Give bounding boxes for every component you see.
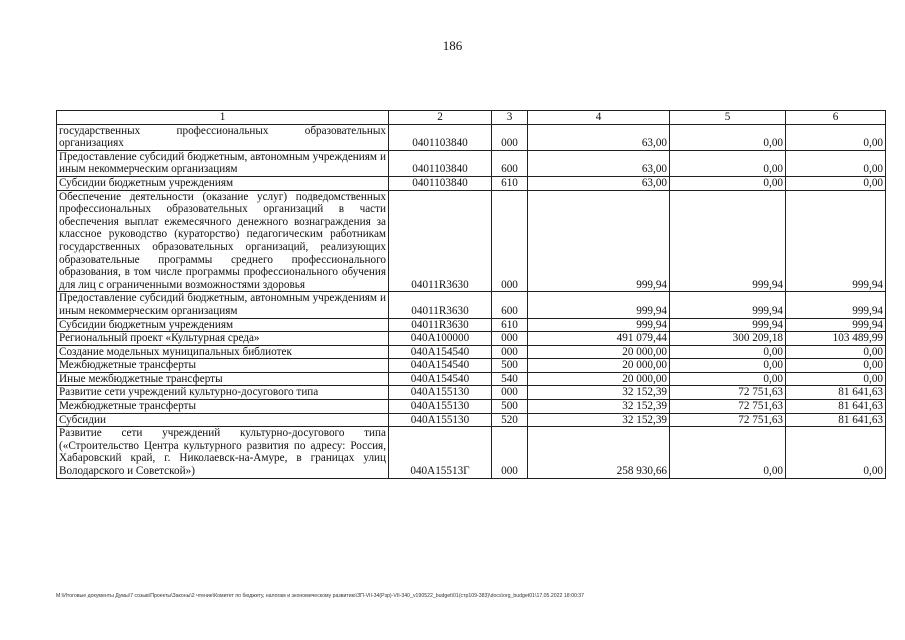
row-expense-type: 600 xyxy=(492,150,528,176)
column-header-2: 2 xyxy=(389,111,492,125)
row-expense-type: 610 xyxy=(492,318,528,332)
row-name: Предоставление субсидий бюджетным, автономным учреждениям и иным некоммерческим организациям xyxy=(57,150,389,176)
row-value-col5: 0,00 xyxy=(670,124,786,150)
row-code: 0401103840 xyxy=(389,176,492,190)
row-value-col5: 999,94 xyxy=(670,190,786,292)
row-expense-type: 000 xyxy=(492,386,528,400)
footer-file-path: M:\Итоговые документы Думы\7 созыв\Проекты\Законы\2 чтение\Комитет по бюджету, налогам и экономическому развитию\ЗП-VII-34(Рзр)-VII-340_v190522_budget\01(стр109-383)\docs\org_budget01\17.05.2022 18:00:37 xyxy=(56,593,585,599)
row-expense-type: 540 xyxy=(492,372,528,386)
row-value-col6: 0,00 xyxy=(786,124,886,150)
table-row xyxy=(57,124,886,150)
row-value-col5: 0,00 xyxy=(670,345,786,359)
row-value-col4: 63,00 xyxy=(528,124,670,150)
row-value-col4: 63,00 xyxy=(528,176,670,190)
row-name: Субсидии бюджетным учреждениям xyxy=(57,318,389,332)
row-value-col6: 0,00 xyxy=(786,345,886,359)
row-name: Иные межбюджетные трансферты xyxy=(57,372,389,386)
row-value-col5: 0,00 xyxy=(670,150,786,176)
row-expense-type: 600 xyxy=(492,292,528,318)
table-header-row xyxy=(57,111,886,125)
row-value-col5: 72 751,63 xyxy=(670,386,786,400)
row-name: Субсидии xyxy=(57,413,389,427)
row-value-col6: 81 641,63 xyxy=(786,413,886,427)
row-expense-type: 610 xyxy=(492,176,528,190)
row-expense-type: 520 xyxy=(492,413,528,427)
row-value-col5: 0,00 xyxy=(670,427,786,478)
row-value-col5: 72 751,63 xyxy=(670,400,786,414)
column-header-5: 5 xyxy=(670,111,786,125)
table-row xyxy=(57,413,886,427)
table-row xyxy=(57,386,886,400)
row-code: 040A15513Г xyxy=(389,427,492,478)
row-value-col4: 999,94 xyxy=(528,190,670,292)
row-value-col4: 491 079,44 xyxy=(528,332,670,346)
row-name: Региональный проект «Культурная среда» xyxy=(57,332,389,346)
row-expense-type: 000 xyxy=(492,427,528,478)
page-number: 186 xyxy=(442,38,463,53)
row-code: 04011R3630 xyxy=(389,318,492,332)
row-code: 040A155130 xyxy=(389,386,492,400)
row-code: 04011R3630 xyxy=(389,292,492,318)
table-row xyxy=(57,190,886,292)
row-value-col4: 63,00 xyxy=(528,150,670,176)
row-expense-type: 000 xyxy=(492,190,528,292)
row-value-col4: 20 000,00 xyxy=(528,359,670,373)
row-value-col6: 999,94 xyxy=(786,292,886,318)
row-expense-type: 000 xyxy=(492,345,528,359)
row-value-col4: 20 000,00 xyxy=(528,372,670,386)
row-code: 04011R3630 xyxy=(389,190,492,292)
column-header-6: 6 xyxy=(786,111,886,125)
row-value-col4: 999,94 xyxy=(528,292,670,318)
row-name: Предоставление субсидий бюджетным, автономным учреждениям и иным некоммерческим организациям xyxy=(57,292,389,318)
table-row xyxy=(57,372,886,386)
table-row xyxy=(57,292,886,318)
row-code: 040A155130 xyxy=(389,413,492,427)
row-value-col5: 72 751,63 xyxy=(670,413,786,427)
row-name: Межбюджетные трансферты xyxy=(57,359,389,373)
row-code: 040A154540 xyxy=(389,345,492,359)
row-value-col6: 0,00 xyxy=(786,150,886,176)
table-row xyxy=(57,345,886,359)
row-name: государственных профессиональных образовательных организациях xyxy=(57,124,389,150)
table-row xyxy=(57,400,886,414)
row-value-col4: 999,94 xyxy=(528,318,670,332)
row-value-col6: 0,00 xyxy=(786,372,886,386)
row-value-col5: 999,94 xyxy=(670,292,786,318)
row-name: Субсидии бюджетным учреждениям xyxy=(57,176,389,190)
row-name: Развитие сети учреждений культурно-досугового типа xyxy=(57,386,389,400)
row-name: Обеспечение деятельности (оказание услуг) подведомственных профессиональных образовательных организаций в части обеспечения выплат ежемесячного денежного вознаграждения за классное руководство (кураторство) педагогическим работникам государственных образовательных организаций, реализующих образовательные программы среднего профессионального образования, в том числе программы профессионального обучения для лиц с ограниченными возможностями здоровья xyxy=(57,190,389,292)
row-value-col5: 0,00 xyxy=(670,372,786,386)
table-row xyxy=(57,359,886,373)
column-header-1: 1 xyxy=(57,111,389,125)
row-code: 040A100000 xyxy=(389,332,492,346)
row-name: Создание модельных муниципальных библиотек xyxy=(57,345,389,359)
row-value-col4: 258 930,66 xyxy=(528,427,670,478)
row-value-col6: 81 641,63 xyxy=(786,386,886,400)
row-expense-type: 000 xyxy=(492,124,528,150)
row-code: 040A155130 xyxy=(389,400,492,414)
row-value-col4: 32 152,39 xyxy=(528,413,670,427)
row-expense-type: 500 xyxy=(492,400,528,414)
budget-table xyxy=(56,110,886,479)
row-name: Межбюджетные трансферты xyxy=(57,400,389,414)
table-row xyxy=(57,427,886,478)
row-code: 0401103840 xyxy=(389,150,492,176)
row-expense-type: 500 xyxy=(492,359,528,373)
row-value-col6: 81 641,63 xyxy=(786,400,886,414)
row-name: Развитие сети учреждений культурно-досугового типа («Строительство Центра культурного развития по адресу: Россия, Хабаровский край, г. Николаевск-на-Амуре, в границах улиц Володарского и Советской») xyxy=(57,427,389,478)
row-code: 040A154540 xyxy=(389,359,492,373)
column-header-3: 3 xyxy=(492,111,528,125)
table-row xyxy=(57,176,886,190)
row-value-col6: 0,00 xyxy=(786,176,886,190)
row-value-col4: 32 152,39 xyxy=(528,400,670,414)
row-value-col6: 999,94 xyxy=(786,190,886,292)
table-row xyxy=(57,150,886,176)
row-value-col5: 300 209,18 xyxy=(670,332,786,346)
table-row xyxy=(57,332,886,346)
row-code: 040A154540 xyxy=(389,372,492,386)
row-value-col5: 0,00 xyxy=(670,359,786,373)
row-value-col5: 999,94 xyxy=(670,318,786,332)
column-header-4: 4 xyxy=(528,111,670,125)
row-value-col6: 0,00 xyxy=(786,427,886,478)
row-value-col4: 32 152,39 xyxy=(528,386,670,400)
row-value-col4: 20 000,00 xyxy=(528,345,670,359)
row-value-col5: 0,00 xyxy=(670,176,786,190)
row-code: 0401103840 xyxy=(389,124,492,150)
row-value-col6: 999,94 xyxy=(786,318,886,332)
row-expense-type: 000 xyxy=(492,332,528,346)
row-value-col6: 0,00 xyxy=(786,359,886,373)
table-row xyxy=(57,318,886,332)
row-value-col6: 103 489,99 xyxy=(786,332,886,346)
